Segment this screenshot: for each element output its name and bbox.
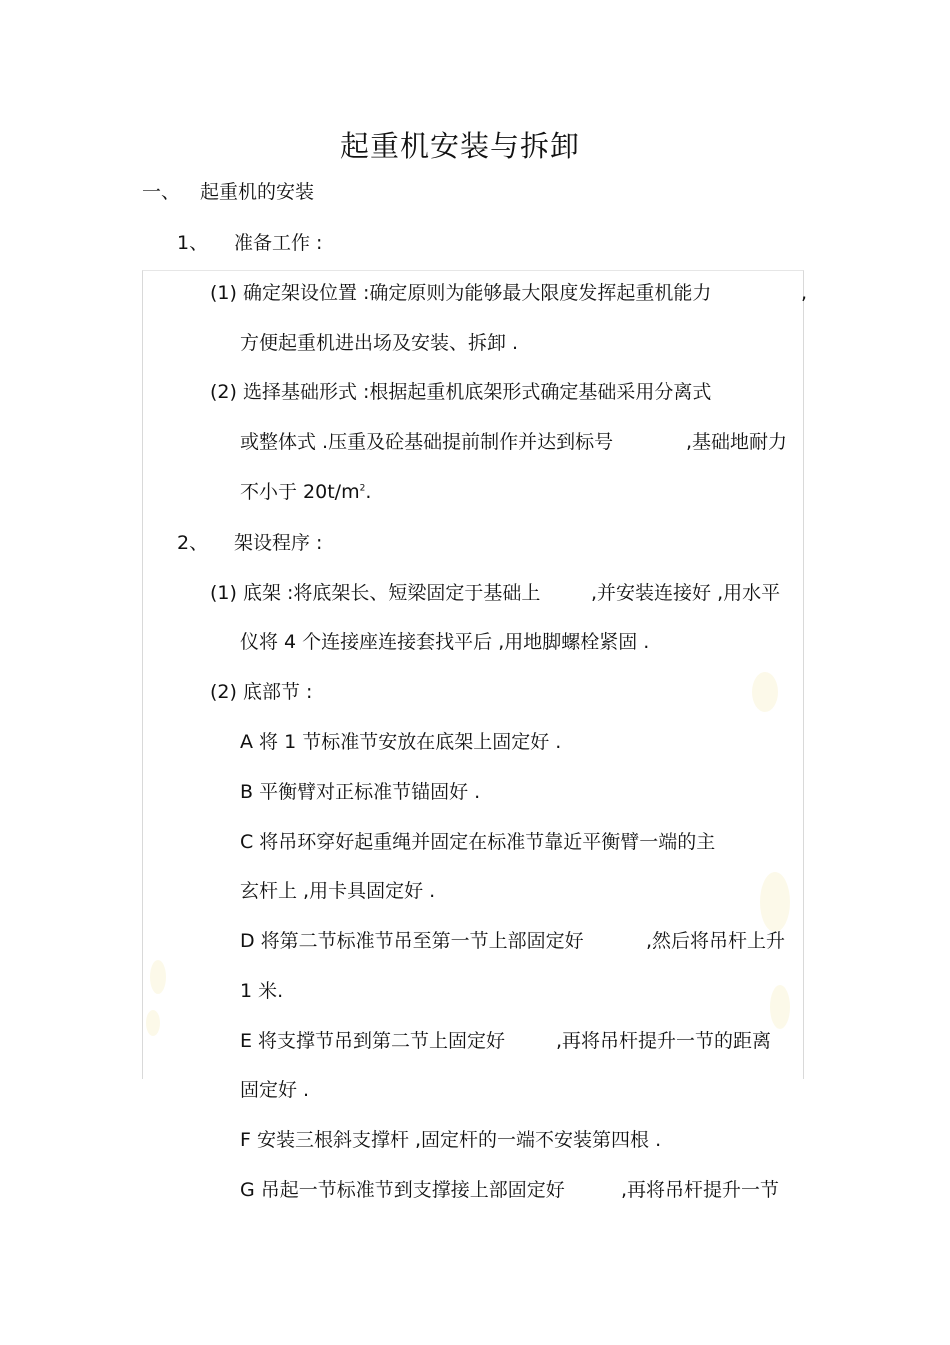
subsection-number: 1、 <box>177 232 209 254</box>
subsection-number: 2、 <box>177 532 209 554</box>
paragraph-line-tail: ,再将吊杆提升一节的距离 <box>556 1030 772 1052</box>
paragraph-line: 仪将 4 个连接座连接套找平后 ,用地脚螺栓紧固 . <box>240 631 650 653</box>
text-segment: 不小于 20t/m <box>240 481 360 503</box>
paragraph-line: (1) 底架 :将底架长、短梁固定于基础上 <box>210 582 541 604</box>
paragraph-line: B 平衡臂对正标准节锚固好 . <box>240 781 481 803</box>
page-title: 起重机安装与拆卸 <box>339 129 580 163</box>
paragraph-line: 或整体式 .压重及砼基础提前制作并达到标号 <box>240 431 614 453</box>
paragraph-line: D 将第二节标准节吊至第一节上部固定好 <box>240 930 584 952</box>
paragraph-line-tail: ,然后将吊杆上升 <box>646 930 786 952</box>
subsection-heading: 架设程序 : <box>234 532 323 554</box>
paragraph-line: A 将 1 节标准节安放在底架上固定好 . <box>240 731 562 753</box>
text-segment: . <box>365 481 372 503</box>
paragraph-line: (1) 确定架设位置 :确定原则为能够最大限度发挥起重机能力 <box>210 282 712 304</box>
paragraph-line: G 吊起一节标准节到支撑接上部固定好 <box>240 1179 565 1201</box>
paragraph-line <box>240 480 371 504</box>
paragraph-line-tail: ,基础地耐力 <box>686 431 788 453</box>
paragraph-line: (2) 选择基础形式 :根据起重机底架形式确定基础采用分离式 <box>210 381 712 403</box>
paragraph-line: 方便起重机进出场及安装、拆卸 . <box>240 332 519 354</box>
paragraph-line-tail: ,并安装连接好 ,用水平 <box>591 582 781 604</box>
paragraph-line: 固定好 . <box>240 1079 310 1101</box>
paragraph-line: 玄杆上 ,用卡具固定好 . <box>240 880 436 902</box>
paragraph-line-tail: , <box>801 282 808 304</box>
paragraph-line: F 安装三根斜支撑杆 ,固定杆的一端不安装第四根 . <box>240 1129 662 1151</box>
paragraph-line-tail: ,再将吊杆提升一节 <box>621 1179 780 1201</box>
paragraph-line: 1 米. <box>240 980 284 1002</box>
paragraph-line: C 将吊环穿好起重绳并固定在标准节靠近平衡臂一端的主 <box>240 831 716 853</box>
subsection-heading: 准备工作 : <box>234 232 323 254</box>
paragraph-line: (2) 底部节 : <box>210 681 313 703</box>
paragraph-line: E 将支撑节吊到第二节上固定好 <box>240 1030 506 1052</box>
superscript: 2 <box>359 483 366 494</box>
section-heading: 起重机的安装 <box>200 181 315 203</box>
section-number: 一、 <box>142 181 181 203</box>
